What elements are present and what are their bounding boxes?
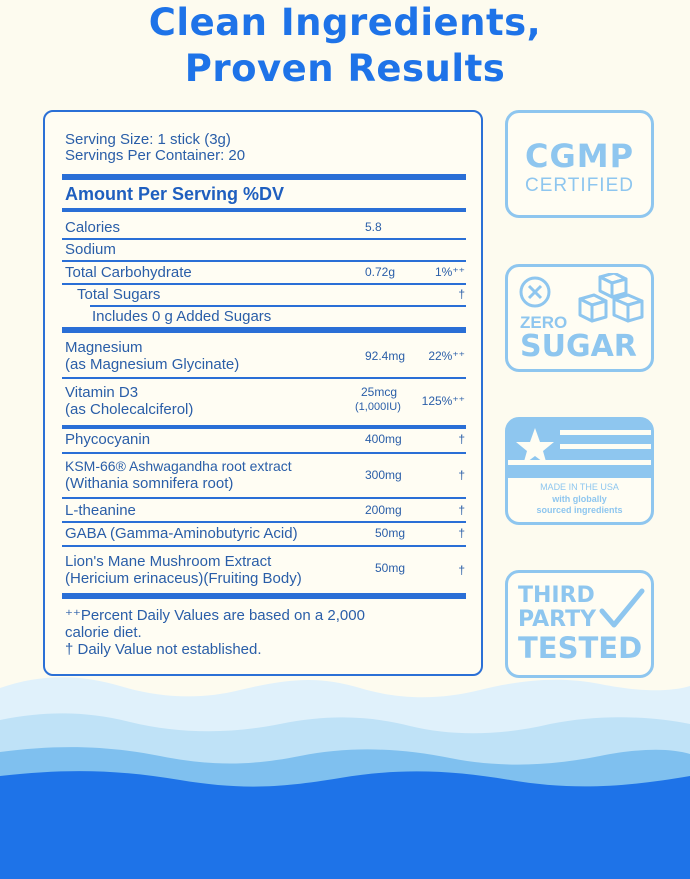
row-name-detail: (Withania somnifera root) bbox=[65, 475, 234, 492]
row-name: L-theanine bbox=[65, 502, 136, 519]
row-name: Includes 0 g Added Sugars bbox=[92, 308, 272, 325]
row-name-detail: (as Magnesium Glycinate) bbox=[65, 356, 240, 373]
badge-sourced-ingredients: sourced ingredients bbox=[536, 505, 623, 515]
row-amount: 92.4mg bbox=[365, 349, 406, 363]
row-dv: 125%⁺⁺ bbox=[421, 394, 465, 408]
divider bbox=[62, 452, 466, 454]
badge-made-in-usa: MADE IN THE USA bbox=[540, 482, 619, 492]
row-name: Lion's Mane Mushroom Extract bbox=[65, 553, 272, 570]
row-amount: 25mcg bbox=[361, 385, 398, 399]
row-amount: 300mg bbox=[365, 468, 402, 482]
row-name: GABA (Gamma-Aminobutyric Acid) bbox=[65, 525, 298, 542]
footnote-calorie-diet: calorie diet. bbox=[65, 624, 142, 641]
row-amount: 200mg bbox=[365, 503, 402, 517]
divider bbox=[62, 545, 466, 547]
made-in-usa-badge bbox=[505, 417, 654, 525]
badge-certified: CERTIFIED bbox=[525, 175, 634, 196]
row-name: Sodium bbox=[65, 241, 116, 258]
supplement-facts-panel bbox=[43, 110, 483, 676]
row-amount: 50mg bbox=[375, 526, 406, 540]
headline-line-2: Proven Results bbox=[184, 47, 506, 90]
row-name: Total Carbohydrate bbox=[65, 264, 192, 281]
badge-zero: ZERO bbox=[520, 313, 568, 332]
serving-info bbox=[65, 132, 245, 164]
footnote-daily-values: ⁺⁺Percent Daily Values are based on a 2,000 bbox=[65, 607, 365, 624]
divider bbox=[62, 260, 466, 262]
divider bbox=[62, 377, 466, 379]
checkmark-icon bbox=[598, 587, 646, 631]
row-dv: † bbox=[458, 563, 465, 577]
row-name: KSM-66® Ashwagandha root extract bbox=[65, 458, 292, 474]
badge-party: PARTY bbox=[518, 607, 597, 632]
amount-per-serving-header: Amount Per Serving %DV bbox=[65, 184, 285, 204]
row-dv: † bbox=[458, 526, 465, 540]
no-sugar-icon bbox=[518, 275, 552, 309]
thick-divider bbox=[62, 593, 466, 599]
row-name-detail: (as Cholecalciferol) bbox=[65, 401, 194, 418]
row-name: Phycocyanin bbox=[65, 431, 151, 448]
sugar-cubes-icon bbox=[576, 273, 650, 333]
row-name: Total Sugars bbox=[77, 286, 161, 303]
thick-divider bbox=[62, 174, 466, 180]
row-dv: † bbox=[458, 287, 465, 301]
row-amount: 5.8 bbox=[365, 220, 382, 234]
serving-size: Serving Size: 1 stick (3g) bbox=[65, 131, 231, 148]
cgmp-certified-badge bbox=[505, 110, 654, 218]
third-party-tested-badge bbox=[505, 570, 654, 678]
row-name: Vitamin D3 bbox=[65, 384, 139, 401]
row-dv: † bbox=[458, 503, 465, 517]
thick-divider bbox=[62, 327, 466, 333]
headline bbox=[0, 0, 690, 92]
row-name: Calories bbox=[65, 219, 121, 236]
row-dv: 22%⁺⁺ bbox=[428, 349, 465, 363]
divider bbox=[62, 283, 466, 285]
badge-third: THIRD bbox=[518, 583, 595, 608]
divider bbox=[62, 238, 466, 240]
row-name: Magnesium bbox=[65, 339, 143, 356]
row-dv: † bbox=[458, 432, 465, 446]
badge-text-area bbox=[508, 478, 651, 525]
badge-tested: TESTED bbox=[518, 631, 643, 665]
row-amount-detail: (1,000IU) bbox=[355, 401, 401, 413]
footnote-dagger: † Daily Value not established. bbox=[65, 641, 262, 658]
badge-globally: with globally bbox=[552, 494, 607, 504]
divider bbox=[62, 208, 466, 212]
badge-sugar: SUGAR bbox=[520, 329, 637, 364]
footnotes bbox=[65, 607, 365, 658]
zero-sugar-badge bbox=[505, 264, 654, 372]
row-name-detail: (Hericium erinaceus)(Fruiting Body) bbox=[65, 570, 302, 587]
servings-per-container: Servings Per Container: 20 bbox=[65, 147, 246, 164]
row-amount: 400mg bbox=[365, 432, 402, 446]
row-amount: 50mg bbox=[375, 561, 406, 575]
badge-cgmp: CGMP bbox=[524, 137, 635, 175]
divider bbox=[62, 425, 466, 429]
row-dv: † bbox=[458, 468, 465, 482]
row-amount: 0.72g bbox=[365, 265, 396, 279]
divider bbox=[62, 497, 466, 499]
divider bbox=[90, 305, 466, 307]
usa-flag-icon bbox=[508, 420, 651, 478]
row-dv: 1%⁺⁺ bbox=[434, 265, 465, 279]
wave-background bbox=[0, 670, 690, 879]
divider bbox=[62, 521, 466, 523]
headline-line-1: Clean Ingredients, bbox=[148, 1, 542, 44]
